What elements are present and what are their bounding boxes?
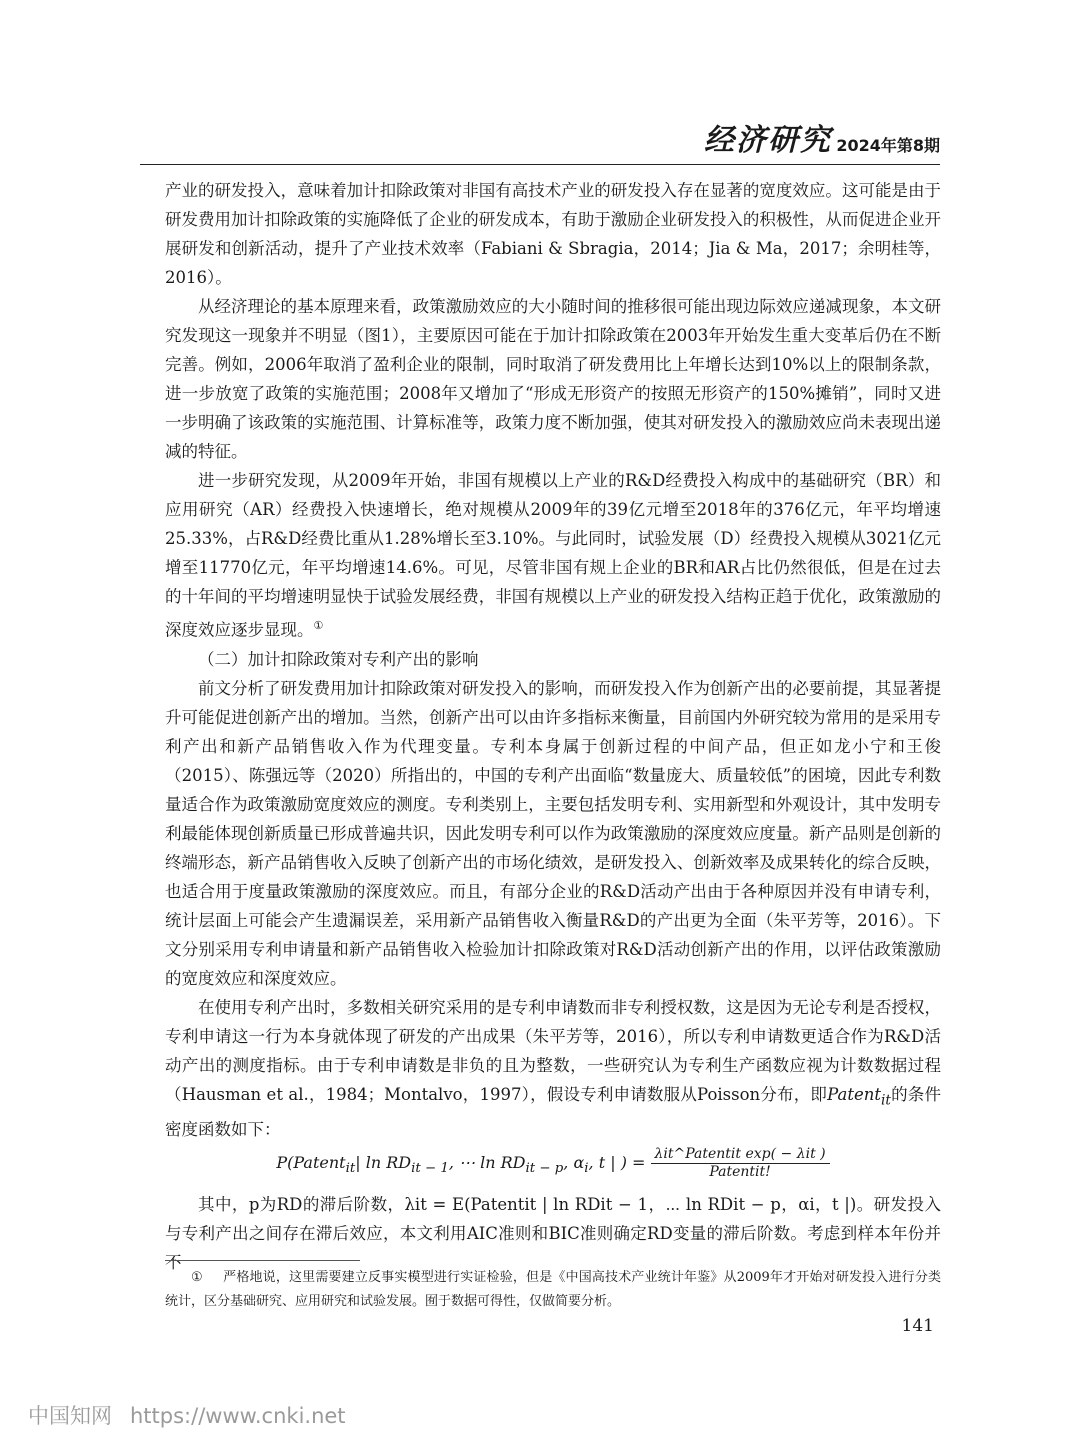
poisson-density-formula: P(Patent$_{it}$| $\ln RD_{it - 1}$, ⋯ $\ln RD_{it - p}$, $\alpha_i$, t | ) = $\frac{\text{λit\textasciicircum{}Patentit exp( − λit )}}{\text{Patentit!}}$ (165, 1146, 941, 1186)
footnote-ref[interactable]: ① (313, 619, 324, 632)
paragraph-5-text: 在使用专利产出时，多数相关研究采用的是专利申请数而非专利授权数，这是因为无论专利是否授权，专利申请这一行为本身就体现了研发的产出成果（朱平芳等，2016），所以专利申请数更适合作为R&D活动产出的测度指标。由于专利申请数是非负的且为整数，一些研究认为专利生产函数应视为计数数据过程（Hausman et al.，1984；Montalvo，1997），假设专利申请数服从Poisson分布，即 (165, 997, 941, 1104)
footnote-mark: ① (191, 1270, 203, 1285)
paragraph-5-tail: 的条件密度函数如下： (165, 1084, 941, 1139)
paragraph-4: 前文分析了研发费用加计扣除政策对研发投入的影响，而研发投入作为创新产出的必要前提，其显著提升可能促进创新产出的增加。当然，创新产出可以由许多指标来衡量，目前国内外研究较为常用的是采用专利产出和新产品销售收入作为代理变量。专利本身属于创新过程的中间产品，但正如龙小宁和王俊（2015）、陈强远等（2020）所指出的，中国的专利产出面临“数量庞大、质量较低”的困境，因此专利数量适合作为政策激励宽度效应的测度。专利类别上，主要包括发明专利、实用新型和外观设计，其中发明专利最能体现创新质量已形成普遍共识，因此发明专利可以作为政策激励的深度效应度量。新产品则是创新的终端形态，新产品销售收入反映了创新产出的市场化绩效，是研发投入、创新效率及成果转化的综合反映，也适合用于度量政策激励的深度效应。而且，有部分企业的R&D活动产出由于各种原因并没有申请专利，统计层面上可能会产生遗漏误差，采用新产品销售收入衡量R&D的产出更为全面（朱平芳等，2016）。下文分别采用专利申请量和新产品销售收入检验加计扣除政策对R&D活动创新产出的作用，以评估政策激励的宽度效应和深度效应。 (165, 678, 941, 988)
paragraph-2: 从经济理论的基本原理来看，政策激励效应的大小随时间的推移很可能出现边际效应递减现象，本文研究发现这一现象并不明显（图1），主要原因可能在于加计扣除政策在2003年开始发生重大变革后仍在不断完善。例如，2006年取消了盈利企业的限制，同时取消了研发费用比上年增长达到10%以上的限制条款，进一步放宽了政策的实施范围；2008年又增加了“形成无形资产的按照无形资产的150%摊销”，同时又进一步明确了该政策的实施范围、计算标准等，政策力度不断加强，使其对研发投入的激励效应尚未表现出递减的特征。 (165, 297, 941, 461)
paragraph-1: 产业的研发投入，意味着加计扣除政策对非国有高技术产业的研发投入存在显著的宽度效应。这可能是由于研发费用加计扣除政策的实施降低了企业的研发成本，有助于激励企业研发投入的积极性，从而促进企业开展研发和创新活动，提升了产业技术效率（Fabiani & Sbragia，2014；Jia & Ma，2017；余明桂等，2016）。 (165, 181, 941, 287)
journal-logo: 经济研究 (704, 123, 832, 158)
paragraph-5 (165, 993, 941, 1144)
footnote (165, 1266, 941, 1314)
paragraph-6: 其中，p为RD的滞后阶数，λit = E(Patentit | ln RDit − 1，⋯ ln RDit − p，αi，t |)。研发投入与专利产出之间存在滞后效应，本文利用AIC准则和BIC准则确定RD变量的滞后阶数。考虑到样本年份并不 (165, 1194, 941, 1272)
formula-fraction (651, 1146, 830, 1181)
paragraph-3-text: 进一步研究发现，从2009年开始，非国有规模以上产业的R&D经费投入构成中的基础研究（BR）和应用研究（AR）经费投入快速增长，绝对规模从2009年的39亿元增至2018年的376亿元，年平均增速25.33%，占R&D经费比重从1.28%增长至3.10%。与此同时，试验发展（D）经费投入规模从3021亿元增至11770亿元，年平均增速14.6%。可见，尽管非国有规上企业的BR和AR占比仍然很低，但是在过去的十年间的平均增速明显快于试验发展经费，非国有规模以上产业的研发投入结构正趋于优化，政策激励的深度效应逐步显现。 (165, 471, 941, 640)
running-header (140, 123, 940, 165)
watermark-site: 中国知网 (28, 1404, 112, 1428)
article-body (165, 176, 941, 1277)
patent-var: Patent$_{it}$ (827, 1084, 891, 1108)
watermark-url[interactable]: https://www.cnki.net (130, 1404, 346, 1428)
issue-label: 2024年第8期 (836, 136, 940, 155)
footnote-text: 严格地说，这里需要建立反事实模型进行实证检验，但是《中国高技术产业统计年鉴》从2009年才开始对研发投入进行分类统计，区分基础研究、应用研究和试验发展。囿于数据可得性，仅做简要分析。 (165, 1270, 941, 1309)
paragraph-3 (165, 466, 941, 645)
footnote-divider (165, 1260, 360, 1261)
cnki-watermark (28, 1400, 364, 1430)
section-subheading: （二）加计扣除政策对专利产出的影响 (198, 649, 479, 669)
formula-numerator: λit^Patentit exp( − λit ) (651, 1146, 830, 1164)
page-number: 141 (901, 1316, 934, 1336)
formula-denominator: Patentit! (709, 1163, 771, 1180)
